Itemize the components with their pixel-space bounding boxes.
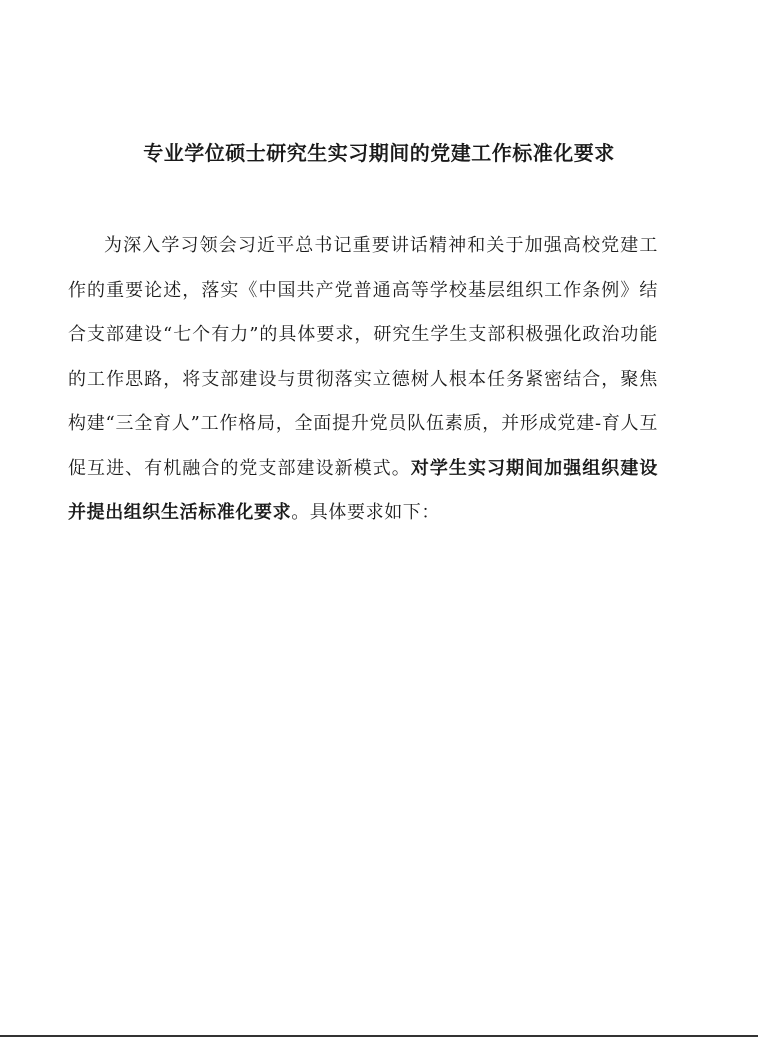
intro-paragraph bbox=[68, 224, 658, 536]
paragraph-bold-text: 对学生实习期间加强组织建设并提出组织生活标准化要求 bbox=[68, 457, 658, 523]
paragraph-text-end: 。具体要求如下： bbox=[291, 502, 441, 523]
paragraph-text: 为深入学习领会习近平总书记重要讲话精神和关于加强高校党建工作的重要论述，落实《中国共产党普通高等学校基层组织工作条例》结合支部建设“七个有力”的具体要求，研究生学生支部积极强化政治功能的工作思路，将支部建设与贯彻落实立德树人根本任务紧密结合，聚焦构建“三全育人”工作格局，全面提升党员队伍素质，并形成党建-育人互促互进、有机融合的党支部建设新模式。 bbox=[68, 235, 658, 479]
document-title: 专业学位硕士研究生实习期间的党建工作标准化要求 bbox=[143, 141, 615, 165]
page-bottom-divider bbox=[0, 1035, 758, 1037]
